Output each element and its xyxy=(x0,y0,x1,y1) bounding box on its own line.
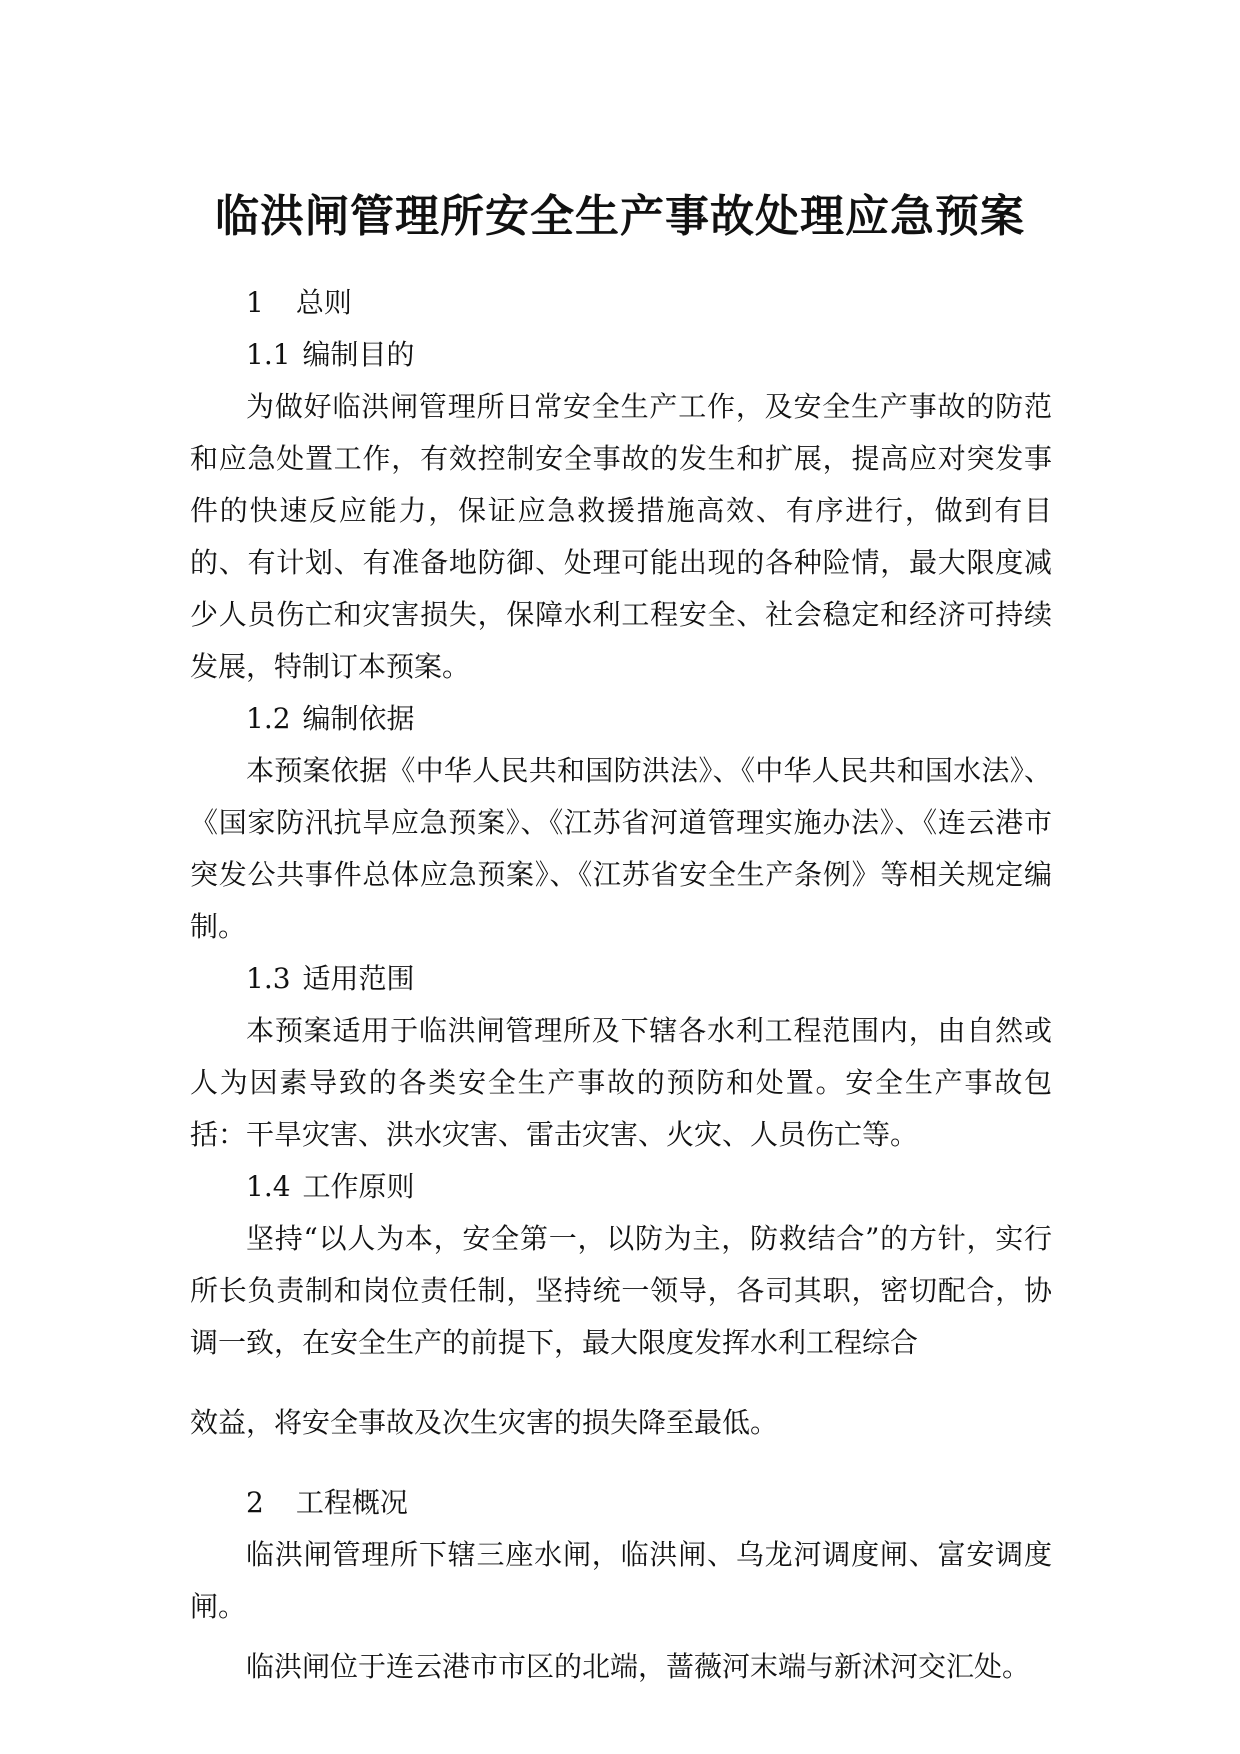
document-title: 临洪闸管理所安全生产事故处理应急预案 xyxy=(215,191,1025,243)
paragraph-principles: 坚持“以人为本，安全第一，以防为主，防救结合”的方针，实行所长负责制和岗位责任制，坚持统一领导，各司其职，密切配合，协调一致，在安全生产的前提下，最大限度发挥水利工程综合 xyxy=(190,1222,1052,1359)
section-heading-text: 工作原则 xyxy=(302,1170,415,1203)
paragraph-purpose: 为做好临洪闸管理所日常安全生产工作，及安全生产事故的防范和应急处置工作，有效控制安全事故的发生和扩展，提高应对突发事件的快速反应能力，保证应急救援措施高效、有序进行，做到有目的、有计划、有准备地防御、处理可能出现的各种险情，最大限度减少人员伤亡和灾害损失，保障水利工程安全、社会稳定和经济可持续发展，特制订本预案。 xyxy=(190,390,1052,683)
paragraph-principles-continued: 效益，将安全事故及次生灾害的损失降至最低。 xyxy=(190,1406,779,1439)
paragraph-basis: 本预案依据《中华人民共和国防洪法》、《中华人民共和国水法》、《国家防汛抗旱应急预案》、《江苏省河道管理实施办法》、《连云港市突发公共事件总体应急预案》、《江苏省安全生产条例》等相关规定编制。 xyxy=(190,754,1052,943)
section-1-2-heading xyxy=(190,693,1052,745)
section-number: 1.2 xyxy=(246,702,291,735)
section-1-4-heading xyxy=(190,1161,1052,1213)
paragraph-overview-2: 临洪闸位于连云港市市区的北端，蔷薇河末端与新沭河交汇处。 xyxy=(246,1650,1031,1683)
paragraph-overview-1: 临洪闸管理所下辖三座水闸，临洪闸、乌龙河调度闸、富安调度闸。 xyxy=(190,1538,1052,1623)
section-number: 1.3 xyxy=(246,962,291,995)
section-heading-text: 工程概况 xyxy=(295,1486,408,1519)
paragraph-scope: 本预案适用于临洪闸管理所及下辖各水利工程范围内，由自然或人为因素导致的各类安全生产事故的预防和处置。安全生产事故包括：干旱灾害、洪水灾害、雷击灾害、火灾、人员伤亡等。 xyxy=(190,1014,1052,1151)
section-1-3-heading xyxy=(190,953,1052,1005)
section-heading-text: 编制依据 xyxy=(302,702,415,735)
section-heading-text: 编制目的 xyxy=(302,338,415,371)
section-heading-text: 适用范围 xyxy=(302,962,415,995)
section-number: 1 xyxy=(246,286,264,319)
section-number: 1.4 xyxy=(246,1170,291,1203)
section-1-heading xyxy=(190,277,1052,329)
document-body xyxy=(190,277,1052,1693)
section-2-heading xyxy=(190,1477,1052,1529)
section-1-1-heading xyxy=(190,329,1052,381)
section-number: 1.1 xyxy=(246,338,291,371)
section-heading-text: 总则 xyxy=(295,286,352,319)
section-number: 2 xyxy=(246,1486,264,1519)
